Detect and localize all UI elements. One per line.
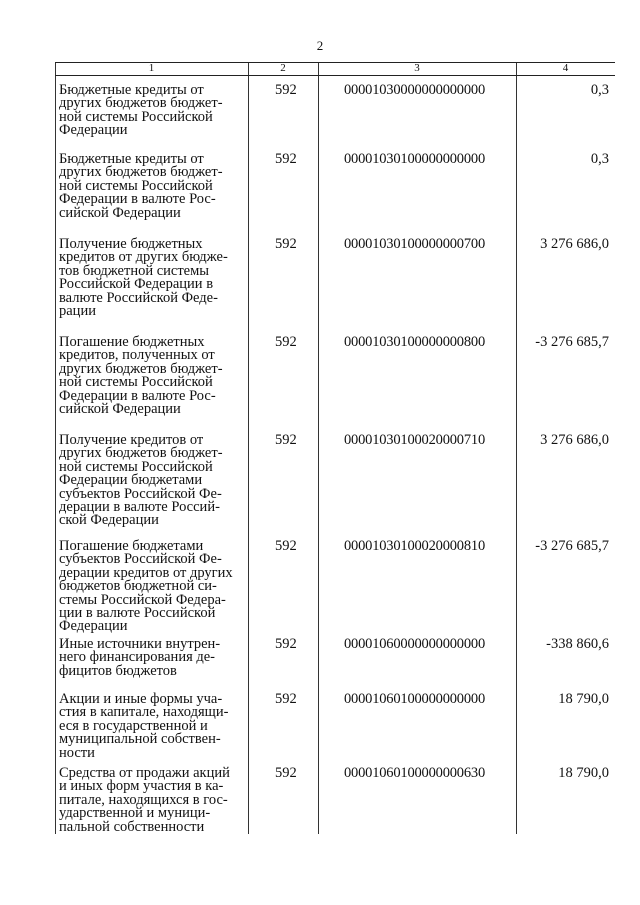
row-amount: 3 276 686,0: [540, 432, 609, 448]
row-name: Средства от продажи акций и иных форм участия в ка- питале, находящихся в гос- ударственной и муници- пальной собственности: [59, 765, 230, 835]
row-code-classification: 00001030100000000000: [344, 151, 486, 167]
column-header: 2: [280, 62, 286, 74]
row-amount: 0,3: [590, 151, 609, 167]
row-code-classification: 00001030100000000700: [344, 236, 486, 252]
row-code-admin: 592: [275, 151, 297, 167]
row-amount: -338 860,6: [546, 636, 609, 652]
row-code-admin: 592: [275, 538, 297, 554]
row-name: Бюджетные кредиты от других бюджетов бюджет- ной системы Российской Федерации: [59, 82, 223, 139]
row-name: Акции и иные формы уча- стия в капитале, находящи- еся в государственной и муниципальной собствен- ности: [59, 691, 229, 761]
row-code-admin: 592: [275, 636, 297, 652]
row-code-classification: 00001030000000000000: [344, 82, 486, 98]
row-code-admin: 592: [275, 236, 297, 252]
row-code-admin: 592: [275, 82, 297, 98]
page-number: 2: [316, 38, 324, 53]
row-name: Получение кредитов от других бюджетов бюджет- ной системы Российской Федерации бюджетами субъектов Российской Фе- дерации в валюте Россий- ской Федерации: [59, 432, 223, 529]
column-header: 4: [562, 62, 569, 74]
row-code-admin: 592: [275, 334, 297, 350]
table-header-row: [55, 62, 615, 76]
row-name: Бюджетные кредиты от других бюджетов бюджет- ной системы Российской Федерации в валюте Рос- сийской Федерации: [59, 151, 223, 221]
row-amount: 3 276 686,0: [540, 236, 609, 252]
row-code-classification: 00001030100020000810: [344, 538, 486, 554]
column-header: 3: [414, 62, 420, 74]
row-amount: -3 276 685,7: [535, 538, 609, 554]
row-name: Иные источники внутрен- него финансирования де- фицитов бюджетов: [59, 636, 221, 679]
row-code-admin: 592: [275, 765, 297, 781]
row-code-classification: 00001060100000000000: [344, 691, 486, 707]
row-code-classification: 00001060000000000000: [344, 636, 486, 652]
row-amount: 18 790,0: [558, 691, 609, 707]
column-divider: [318, 62, 319, 834]
column-divider: [55, 62, 56, 834]
row-code-admin: 592: [275, 432, 297, 448]
row-code-classification: 00001060100000000630: [344, 765, 486, 781]
row-name: Погашение бюджетами субъектов Российской Фе- дерации кредитов от других бюджетов бюджетной си- стемы Российской Федера- ции в валюте Российской Федерации: [59, 538, 233, 635]
column-divider: [516, 62, 517, 834]
row-amount: -3 276 685,7: [535, 334, 609, 350]
row-amount: 18 790,0: [558, 765, 609, 781]
row-name: Погашение бюджетных кредитов, полученных от других бюджетов бюджет- ной системы Российской Федерации в валюте Рос- сийской Федерации: [59, 334, 223, 418]
row-code-classification: 00001030100020000710: [344, 432, 486, 448]
row-code-classification: 00001030100000000800: [344, 334, 486, 350]
row-amount: 0,3: [590, 82, 609, 98]
column-header: 1: [148, 62, 155, 74]
row-code-admin: 592: [275, 691, 297, 707]
budget-sources-table: [55, 62, 615, 835]
row-name: Получение бюджетных кредитов от других бюдже- тов бюджетной системы Российской Федерации в валюте Российской Феде- рации: [59, 236, 228, 320]
